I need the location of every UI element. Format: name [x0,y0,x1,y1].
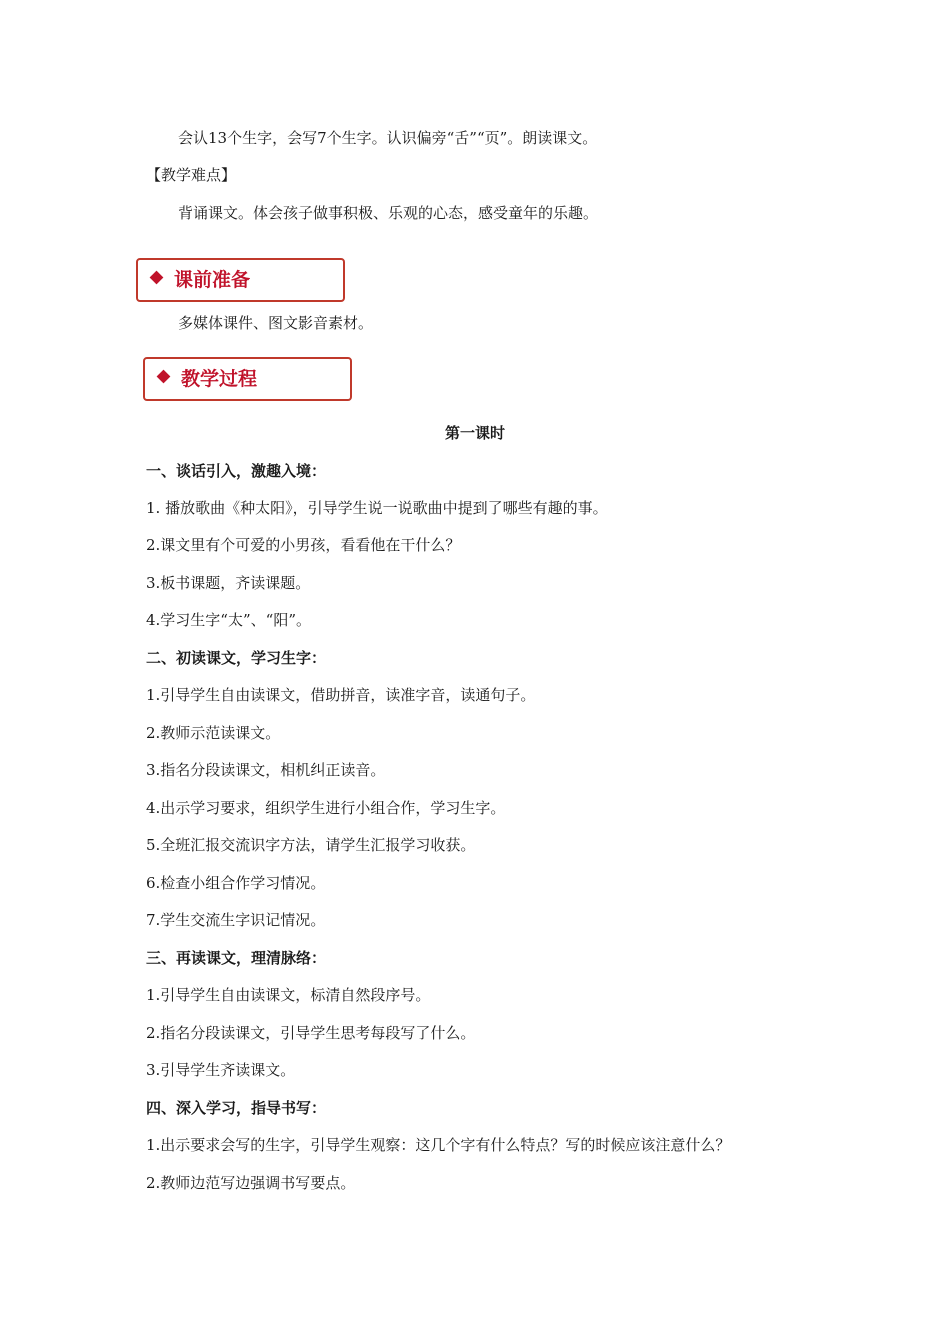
preparation-title: 课前准备 [174,269,251,291]
preparation-title-box [136,258,345,302]
difficulty-heading: 【教学难点】 [146,166,237,184]
section-heading: 一、谈话引入，激趣入境： [146,462,327,480]
list-item: 1.引导学生自由读课文，标清自然段序号。 [146,986,431,1004]
list-item: 1. 播放歌曲《种太阳》，引导学生说一说歌曲中提到了哪些有趣的事。 [146,499,608,517]
process-title: 教学过程 [181,368,258,390]
list-item: 7.学生交流生字识记情况。 [146,911,326,929]
list-item: 2.教师示范读课文。 [146,724,281,742]
list-item: 2.教师边范写边强调书写要点。 [146,1174,356,1192]
list-item: 6.检查小组合作学习情况。 [146,874,326,892]
difficulty-text: 背诵课文。体会孩子做事积极、乐观的心态，感受童年的乐趣。 [178,204,599,222]
list-item: 4.出示学习要求，组织学生进行小组合作，学习生字。 [146,799,506,817]
list-item: 3.引导学生齐读课文。 [146,1061,296,1079]
section-heading: 四、深入学习，指导书写： [146,1099,327,1117]
lesson-title: 第一课时 [444,424,505,442]
intro-line: 会认13个生字，会写7个生字。认识偏旁“舌”“页”。朗读课文。 [178,129,598,147]
diamond-icon [150,271,164,285]
list-item: 3.板书课题，齐读课题。 [146,574,311,592]
process-title-box [143,357,352,401]
list-item: 4.学习生字“太”、“阳”。 [146,611,311,629]
list-item: 5.全班汇报交流识字方法，请学生汇报学习收获。 [146,836,476,854]
list-item: 2.课文里有个可爱的小男孩，看看他在干什么？ [146,536,461,554]
diamond-icon [157,370,171,384]
list-item: 2.指名分段读课文，引导学生思考每段写了什么。 [146,1024,476,1042]
preparation-text: 多媒体课件、图文影音素材。 [178,314,374,332]
section-heading: 三、再读课文，理清脉络： [146,949,327,967]
list-item: 1.出示要求会写的生字，引导学生观察：这几个字有什么特点？写的时候应该注意什么？ [146,1136,731,1154]
list-item: 1.引导学生自由读课文，借助拼音，读准字音，读通句子。 [146,686,536,704]
section-heading: 二、初读课文，学习生字： [146,649,327,667]
list-item: 3.指名分段读课文，相机纠正读音。 [146,761,386,779]
